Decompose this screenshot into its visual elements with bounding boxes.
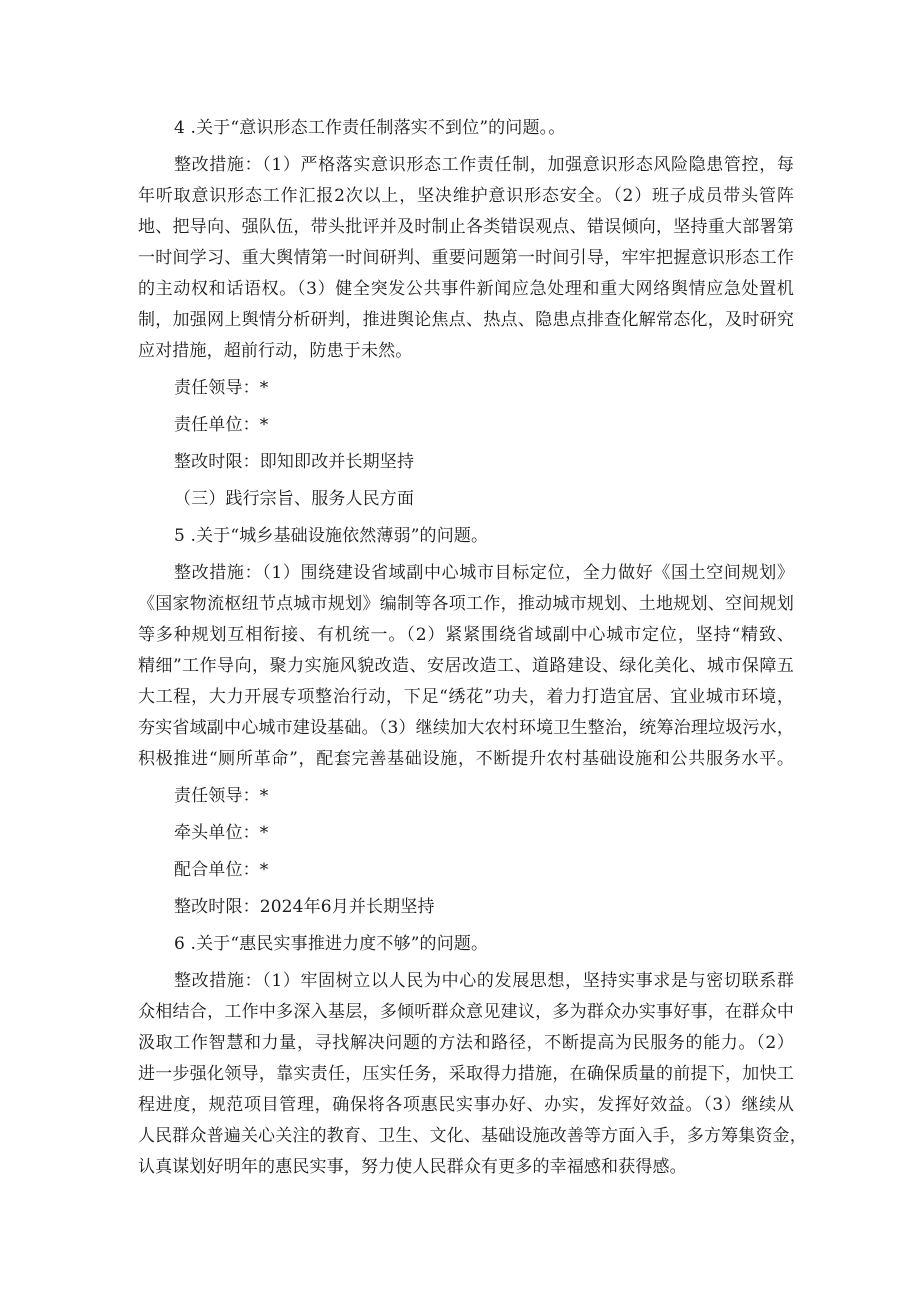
paragraph-line: 精细”工作导向，聚力实施风貌改造、安居改造工、道路建设、绿化美化、城市保障五 xyxy=(138,656,794,676)
heading-item-6: 6 .关于“惠民实事推进力度不够”的问题。 xyxy=(174,934,489,954)
lead-unit: 牵头单位：* xyxy=(174,823,269,843)
paragraph-line: 整改措施：（1）牢固树立以人民为中心的发展思想，坚持实事求是与密切联系群 xyxy=(174,971,794,991)
section-heading: （三）践行宗旨、服务人民方面 xyxy=(174,489,415,509)
paragraph-line: 程进度，规范项目管理，确保将各项惠民实事办好、办实，发挥好效益。（3）继续从 xyxy=(138,1095,794,1115)
paragraph-line: 汲取工作智慧和力量，寻找解决问题的方法和路径，不断提高为民服务的能力。（2） xyxy=(138,1033,794,1053)
paragraph-line: 大工程，大力开展专项整治行动，下足“绣花”功夫，着力打造宜居、宜业城市环境， xyxy=(138,687,794,707)
paragraph-line: 等多种规划互相衔接、有机统一。（2）紧紧围绕省域副中心城市定位，坚持“精致、 xyxy=(138,625,794,645)
paragraph-line: 众相结合，工作中多深入基层，多倾听群众意见建议，多为群众办实事好事，在群众中 xyxy=(138,1002,794,1022)
paragraph-line: 进一步强化领导，靠实责任，压实任务，采取得力措施，在确保质量的前提下，加快工 xyxy=(138,1064,794,1084)
paragraph-line: 制，加强网上舆情分析研判，推进舆论焦点、热点、隐患点排查化解常态化，及时研究 xyxy=(138,310,794,330)
paragraph-line: 《国家物流枢纽节点城市规划》编制等各项工作，推动城市规划、土地规划、空间规划 xyxy=(138,594,794,614)
paragraph-line: 的主动权和话语权。（3）健全突发公共事件新闻应急处理和重大网络舆情应急处置机 xyxy=(138,279,794,299)
heading-item-5: 5 .关于“城乡基础设施依然薄弱”的问题。 xyxy=(174,526,489,546)
paragraph-line: 年听取意识形态工作汇报2次以上，坚决维护意识形态安全。（2）班子成员带头管阵 xyxy=(138,186,794,206)
paragraph-line: 一时间学习、重大舆情第一时间研判、重要问题第一时间引导，牢牢把握意识形态工作 xyxy=(138,248,794,268)
paragraph-line: 人民群众普遍关心关注的教育、卫生、文化、基础设施改善等方面入手，多方筹集资金， xyxy=(138,1126,807,1146)
paragraph-line: 认真谋划好明年的惠民实事，努力使人民群众有更多的幸福感和获得感。 xyxy=(138,1157,687,1177)
responsible-leader: 责任领导：* xyxy=(174,786,269,806)
paragraph-line: 整改措施：（1）围绕建设省域副中心城市目标定位，全力做好《国土空间规划》 xyxy=(174,563,794,583)
deadline: 整改时限：即知即改并长期坚持 xyxy=(174,452,415,472)
paragraph-line: 整改措施：（1）严格落实意识形态工作责任制，加强意识形态风险隐患管控，每 xyxy=(174,155,794,175)
cooperating-unit: 配合单位：* xyxy=(174,860,269,880)
paragraph-line: 应对措施，超前行动，防患于未然。 xyxy=(138,341,413,361)
deadline: 整改时限：2024年6月并长期坚持 xyxy=(174,897,435,917)
heading-item-4: 4 .关于“意识形态工作责任制落实不到位”的问题。。 xyxy=(174,118,566,138)
responsible-leader: 责任领导：* xyxy=(174,378,269,398)
responsible-unit: 责任单位：* xyxy=(174,415,269,435)
paragraph-line: 地、把导向、强队伍，带头批评并及时制止各类错误观点、错误倾向，坚持重大部署第 xyxy=(138,217,794,237)
paragraph-line: 积极推进“厕所革命”，配套完善基础设施，不断提升农村基础设施和公共服务水平。 xyxy=(138,749,794,769)
paragraph-line: 夯实省域副中心城市建设基础。（3）继续加大农村环境卫生整治，统筹治理垃圾污水， xyxy=(138,718,794,738)
